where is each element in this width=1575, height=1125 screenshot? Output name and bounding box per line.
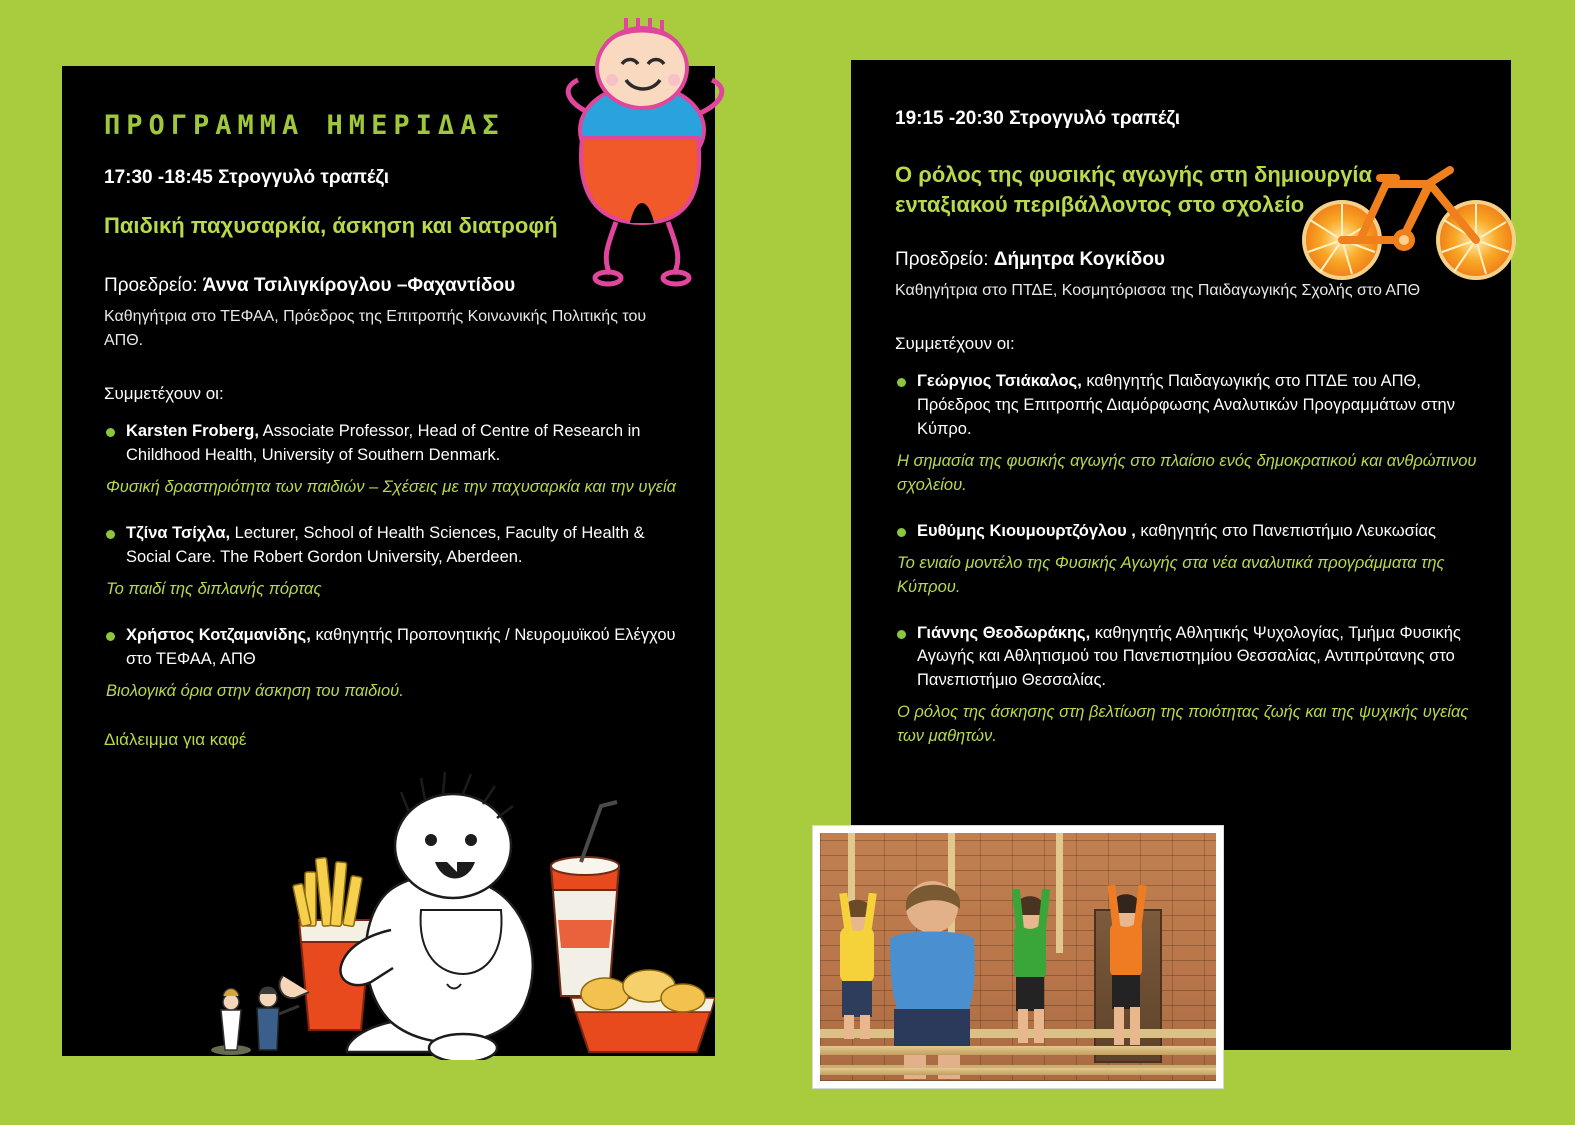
child-orange-shirt — [1090, 885, 1160, 1051]
speaker-affiliation: καθηγητής Προπονητικής / Νευρομυϊκού Ελέγχου στο ΤΕΦΑΑ, ΑΠΘ — [126, 625, 676, 668]
photo-image — [820, 833, 1216, 1081]
speaker-talk-title: Το ενιαίο μοντέλο της Φυσικής Αγωγής στα νέα αναλυτικά προγράμματα της Κύπρου. — [897, 553, 1445, 596]
child-green-shirt — [996, 889, 1062, 1049]
left-session-time: 17:30 -18:45 Στρογγυλό τραπέζι — [104, 167, 390, 188]
right-chair-affiliation: Καθηγήτρια στο ΠΤΔΕ, Κοσμητόρισσα της Παιδαγωγικής Σχολής στο ΑΠΘ — [895, 282, 1421, 300]
speaker-affiliation: καθηγητής Αθλητικής Ψυχολογίας, Τμήμα Φυσικής Αγωγής και Αθλητισμού του Πανεπιστημίου Θεσσαλίας, Αντιπρύτανης στο Πανεπιστήμιο Θεσσαλίας. — [917, 623, 1461, 690]
right-chair-label: Προεδρείο: — [895, 249, 994, 271]
list-item — [895, 520, 1481, 544]
program-heading: ΠΡΟΓΡΑΜΜΑ ΗΜΕΡΙΔΑΣ — [104, 110, 505, 141]
speaker-name: Ευθύμης Κιουμουρτζόγλου , — [917, 521, 1136, 540]
left-session-title: Παιδική παχυσαρκία, άσκηση και διατροφή — [104, 213, 558, 238]
coffee-break-note: Διάλειμμα για καφέ — [104, 729, 247, 749]
speaker-talk-title: Φυσική δραστηριότητα των παιδιών – Σχέσεις με την παχυσαρκία και την υγεία — [106, 478, 677, 497]
left-chair-affiliation: Καθηγήτρια στο ΤΕΦΑΑ, Πρόεδρος της Επιτροπής Κοινωνικής Πολιτικής του ΑΠΘ. — [104, 307, 647, 350]
children-exercising-photo — [813, 826, 1223, 1088]
speaker-name: Τζίνα Τσίχλα, — [126, 524, 231, 543]
left-program-panel — [62, 66, 715, 1056]
speaker-name: Γεώργιος Τσιάκαλος, — [917, 372, 1082, 391]
speaker-talk-title: Βιολογικά όρια στην άσκηση του παιδιού. — [106, 681, 404, 700]
speaker-talk-title: Η σημασία της φυσικής αγωγής στο πλαίσιο ενός δημοκρατικού και ανθρώπινου σχολείου. — [897, 451, 1477, 494]
left-chair-name: Άννα Τσιλιγκίρογλου –Φαχαντίδου — [202, 274, 516, 296]
right-session-title: Ο ρόλος της φυσικής αγωγής στη δημιουργία ενταξιακού περιβάλλοντος στο σχολείο — [895, 162, 1373, 217]
list-item — [895, 370, 1481, 442]
list-item — [104, 522, 685, 570]
speaker-talk-title: Ο ρόλος της άσκησης στη βελτίωση της ποιότητας ζωής και της ψυχικής υγείας των μαθητών. — [897, 703, 1469, 746]
list-item — [104, 420, 685, 468]
speaker-name: Γιάννης Θεοδωράκης, — [917, 623, 1091, 642]
right-session-time: 19:15 -20:30 Στρογγυλό τραπέζι — [895, 108, 1181, 129]
speaker-affiliation: Associate Professor, Head of Centre of Research in Childhood Health, University of Southern Denmark. — [126, 422, 641, 465]
list-item — [895, 622, 1481, 694]
speaker-affiliation: Lecturer, School of Health Sciences, Faculty of Health & Social Care. The Robert Gordon University, Aberdeen. — [126, 524, 645, 566]
right-chair-name: Δήμητρα Κογκίδου — [993, 249, 1165, 271]
right-speaker-list — [895, 370, 1481, 749]
left-chair-line — [104, 275, 685, 297]
left-participants-label: Συμμετέχουν οι: — [104, 384, 224, 404]
left-chair-label: Προεδρείο: — [104, 274, 203, 296]
left-speaker-list — [104, 420, 685, 703]
speaker-affiliation: καθηγητής στο Πανεπιστήμιο Λευκωσίας — [1135, 521, 1436, 540]
list-item — [104, 624, 685, 672]
right-participants-label: Συμμετέχουν οι: — [895, 334, 1015, 354]
right-chair-line — [895, 249, 1481, 271]
speaker-name: Karsten Froberg, — [126, 422, 259, 441]
speaker-talk-title: Το παιδί της διπλανής πόρτας — [106, 579, 322, 598]
speaker-affiliation: καθηγητής Παιδαγωγικής στο ΠΤΔΕ του ΑΠΘ, Πρόεδρος της Επιτροπής Διαμόρφωσης Αναλυτικών Προγραμμάτων στην Κύπρο. — [917, 372, 1455, 439]
speaker-name: Χρήστος Κοτζαμανίδης, — [126, 625, 311, 644]
